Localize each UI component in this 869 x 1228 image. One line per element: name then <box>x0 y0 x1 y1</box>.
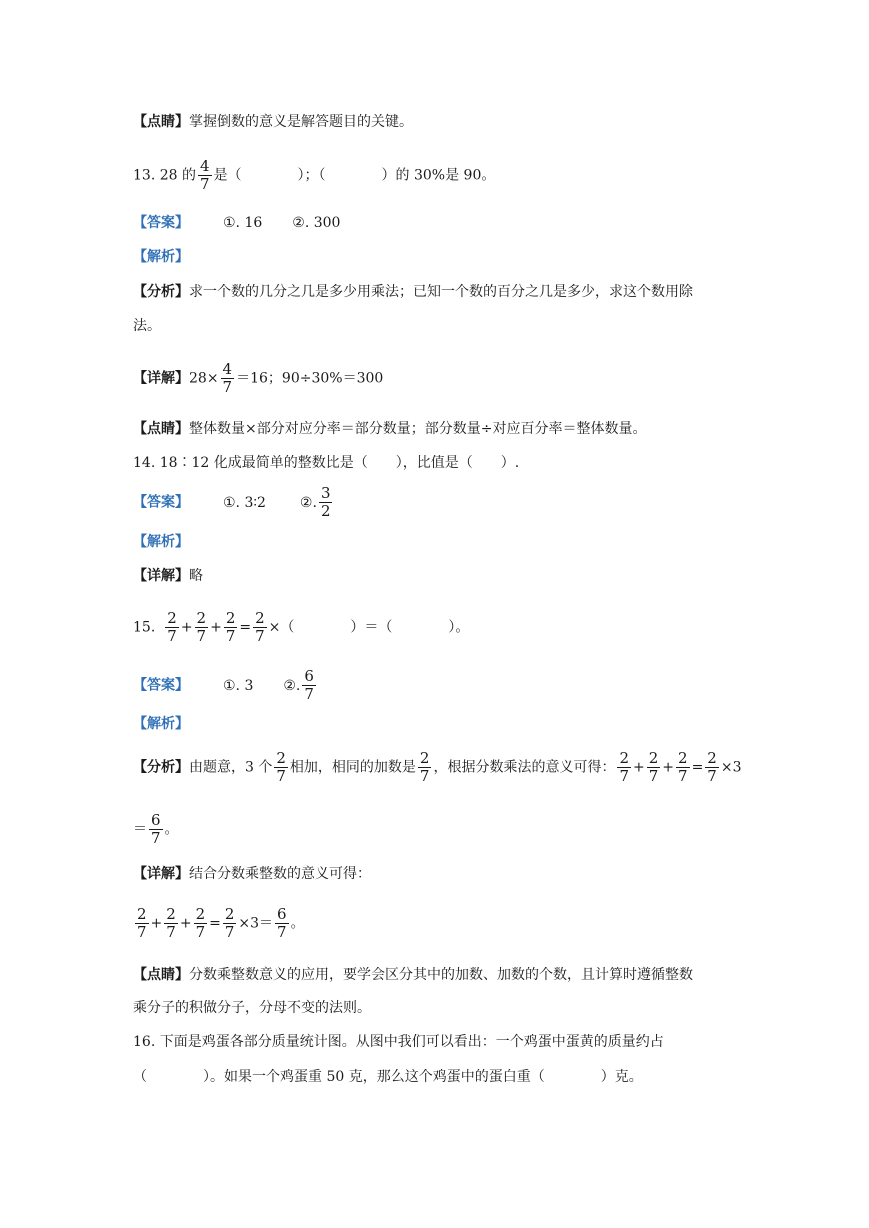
tip-13: 【点睛】整体数量×部分对应分率＝部分数量；部分数量÷对应百分率＝整体数量。 <box>133 421 647 437</box>
answer-13: 【答案】 ①. 16 ②. 300 <box>133 215 341 231</box>
fenxi-13-cont: 法。 <box>133 318 161 334</box>
tip-15: 【点睛】分数乘整数意义的应用，要学会区分其中的加数、加数的个数，且计算时遵循整数 <box>133 967 693 983</box>
fenxi-15-cont: ＝ $\frac{6}{7}$ 。 <box>133 811 179 847</box>
answer-14: 【答案】 ①. 3∶2 ②. $\frac{3}{2}$ <box>133 484 331 520</box>
detail-15: 【详解】结合分数乘整数的意义可得： <box>133 866 371 882</box>
tip-line-12: 【点睛】掌握倒数的意义是解答题目的关键。 <box>133 114 413 130</box>
tip-15-cont: 乘分子的积做分子，分母不变的法则。 <box>133 1000 371 1016</box>
question-13: 13. 28 的 $\frac{4}{7}$ 是（ ）；（ ）的 30%是 90。 <box>133 157 496 193</box>
equation-15: $\frac{2}{7}$ + $\frac{2}{7}$ + $\frac{2}{7}$ = $\frac{2}{7}$ ×3＝ $\frac{6}{7}$ 。 <box>137 905 305 941</box>
question-16: 16. 下面是鸡蛋各部分质量统计图。从图中我们可以看出：一个鸡蛋中蛋黄的质量约占 <box>133 1034 664 1050</box>
detail-14: 【详解】略 <box>133 568 203 584</box>
analysis-15: 【解析】 <box>133 716 189 732</box>
detail-13: 【详解】28× $\frac{4}{7}$ ＝16；90÷30%＝300 <box>133 360 384 396</box>
fraction: $\frac{4}{7}$ <box>222 360 233 396</box>
question-16-cont: （ ）。如果一个鸡蛋重 50 克，那么这个鸡蛋中的蛋白重（ ）克。 <box>133 1069 643 1085</box>
analysis-14: 【解析】 <box>133 534 189 550</box>
fenxi-13: 【分析】求一个数的几分之几是多少用乘法；已知一个数的百分之几是多少，求这个数用除 <box>133 284 693 300</box>
analysis-13: 【解析】 <box>133 249 189 265</box>
fraction: $\frac{3}{2}$ <box>320 484 331 520</box>
fraction: $\frac{4}{7}$ <box>199 157 210 193</box>
question-15: 15. $\frac{2}{7}$ + $\frac{2}{7}$ + $\frac{2}{7}$ = $\frac{2}{7}$ ×（ ）＝（ ）。 <box>133 609 470 645</box>
question-14: 14. 18∶12 化成最简单的整数比是（ ），比值是（ ）. <box>133 455 520 471</box>
fenxi-15: 【分析】由题意，3 个 $\frac{2}{7}$ 相加，相同的加数是 $\frac{2}{7}$ ，根据分数乘法的意义可得： $\frac{2}{7}$ + $\frac{2}{7}$ + $\frac{2}{7}$ = $\frac{2}{7}$ ×3 <box>133 749 742 785</box>
answer-15: 【答案】 ①. 3 ②. $\frac{6}{7}$ <box>133 667 314 703</box>
